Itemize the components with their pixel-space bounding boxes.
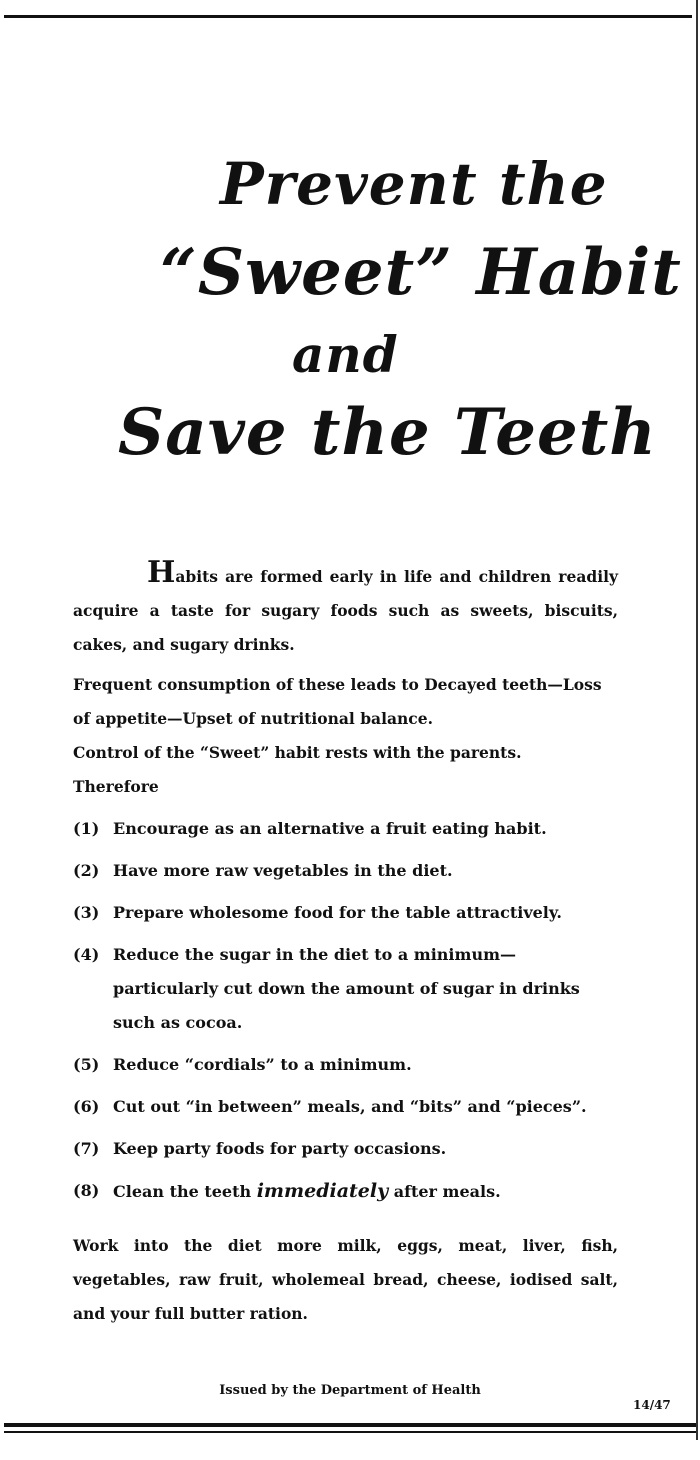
list-number: (8) (73, 1181, 100, 1200)
list-number: (6) (73, 1097, 100, 1116)
list-text: Reduce “cordials” to a minimum. (113, 1055, 412, 1074)
body-copy (73, 555, 618, 1331)
list-number: (3) (73, 903, 100, 922)
heading-line-3: and (292, 325, 399, 384)
intro-paragraph (73, 555, 618, 662)
control-paragraph: Control of the “Sweet” habit rests with the parents. (73, 743, 522, 762)
list-number: (7) (73, 1139, 100, 1158)
list-text: Encourage as an alternative a fruit eating habit. (113, 819, 547, 838)
list-item (73, 812, 618, 846)
list-text: Have more raw vegetables in the diet. (113, 861, 453, 880)
drop-cap: H (147, 555, 176, 590)
list-item (73, 896, 618, 930)
bottom-rule-thin (4, 1431, 696, 1433)
closing-paragraph: Work into the diet more milk, eggs, meat, liver, fish, vegetables, raw fruit, wholemeal bread, cheese, iodised salt, and your full butter ration. (73, 1236, 618, 1323)
list-text: Reduce the sugar in the diet to a minimum—particularly cut down the amount of sugar in drinks such as cocoa. (113, 945, 580, 1032)
list-item (73, 1048, 618, 1082)
list-text: Prepare wholesome food for the table attractively. (113, 903, 562, 922)
document-code: 14/47 (633, 1398, 671, 1412)
advice-list (73, 812, 618, 1209)
list-item (73, 938, 618, 1040)
therefore-label: Therefore (73, 777, 159, 796)
consumption-paragraph: Frequent consumption of these leads to Decayed teeth—Loss of appetite—Upset of nutritional balance. (73, 675, 602, 728)
top-rule (4, 15, 692, 18)
list-text-before: Clean the teeth (113, 1182, 252, 1201)
list-item (73, 1132, 618, 1166)
heading-line-1: Prevent the (220, 150, 608, 218)
list-item (73, 854, 618, 888)
list-item (73, 1090, 618, 1124)
list-number: (2) (73, 861, 100, 880)
list-number: (1) (73, 819, 100, 838)
heading-line-4: Save the Teeth (118, 395, 657, 470)
list-text-after: after meals. (393, 1182, 501, 1201)
emphasis-word: immediately (256, 1180, 389, 1202)
intro-text: abits are formed early in life and children readily acquire a taste for sugary foods such as sweets, biscuits, cakes, and sugary drinks. (73, 567, 618, 654)
list-item (73, 1174, 618, 1209)
heading-line-2: “Sweet” Habit (160, 235, 682, 310)
bottom-rule (4, 1423, 696, 1427)
list-text: Keep party foods for party occasions. (113, 1139, 447, 1158)
list-text: Cut out “in between” meals, and “bits” and “pieces”. (113, 1097, 587, 1116)
poster-heading (0, 130, 700, 490)
issued-by: Issued by the Department of Health (219, 1383, 481, 1398)
list-number: (5) (73, 1055, 100, 1074)
list-number: (4) (73, 945, 100, 964)
